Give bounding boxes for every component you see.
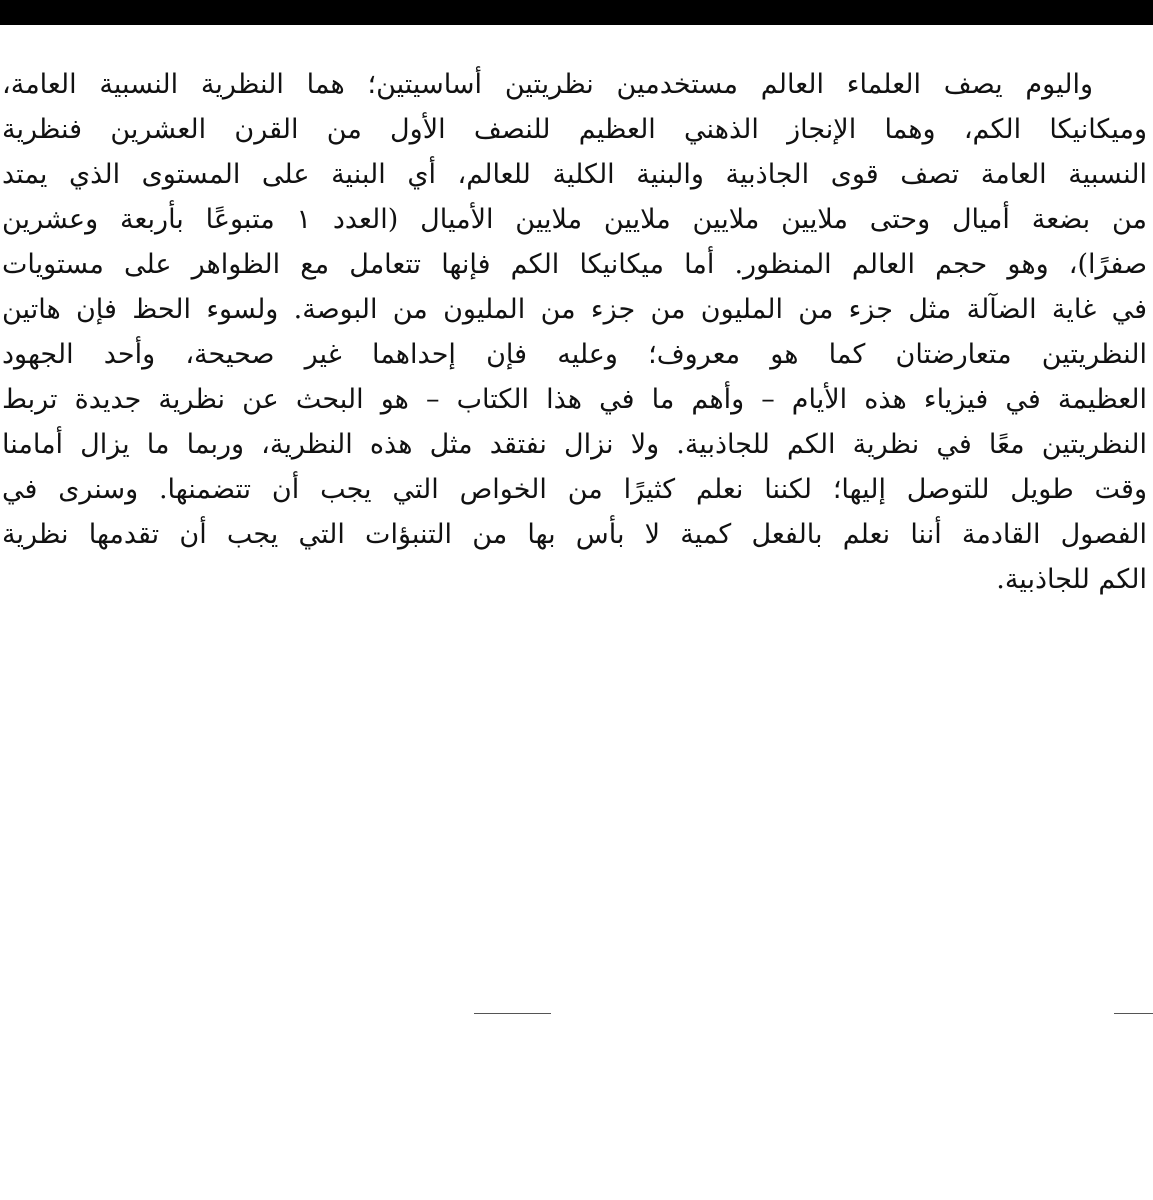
text-line: العظيمة في فيزياء هذه الأيام – وأهم ما في هذا الكتاب – هو البحث عن نظرية جديدة تربط [2,384,1147,415]
document-body [0,62,1153,602]
text-line: وقت طويل للتوصل إليها؛ لكننا نعلم كثيرًا من الخواص التي يجب أن تتضمنها. وسنرى في [2,474,1147,505]
text-line: الفصول القادمة أننا نعلم بالفعل كمية لا بأس بها من التنبؤات التي يجب أن تقدمها نظرية [2,519,1147,550]
footer-divider [474,1013,551,1014]
text-line: صفرًا)، وهو حجم العالم المنظور. أما ميكانيكا الكم فإنها تتعامل مع الظواهر على مستويات [2,249,1147,280]
text-line: واليوم يصف العلماء العالم مستخدمين نظريتين أساسيتين؛ هما النظرية النسبية العامة، [2,69,1093,100]
text-line: في غاية الضآلة مثل جزء من المليون من جزء من المليون من البوصة. ولسوء الحظ فإن هاتين [2,294,1147,325]
text-line: النسبية العامة تصف قوى الجاذبية والبنية الكلية للعالم، أي البنية على المستوى الذي يمتد [2,159,1147,190]
text-line: الكم للجاذبية. [996,564,1147,595]
text-line: النظريتين متعارضتان كما هو معروف؛ وعليه فإن إحداهما غير صحيحة، وأحد الجهود [2,339,1147,370]
text-line: وميكانيكا الكم، وهما الإنجاز الذهني العظيم للنصف الأول من القرن العشرين فنظرية [2,114,1147,145]
edge-divider [1114,1013,1153,1014]
text-line: من بضعة أميال وحتى ملايين ملايين ملايين ملايين الأميال (العدد ١ متبوعًا بأربعة وعشرين [2,204,1147,235]
top-black-bar [0,0,1153,25]
text-line: النظريتين معًا في نظرية الكم للجاذبية. ولا نزال نفتقد مثل هذه النظرية، وربما ما يزال أمامنا [2,429,1147,460]
